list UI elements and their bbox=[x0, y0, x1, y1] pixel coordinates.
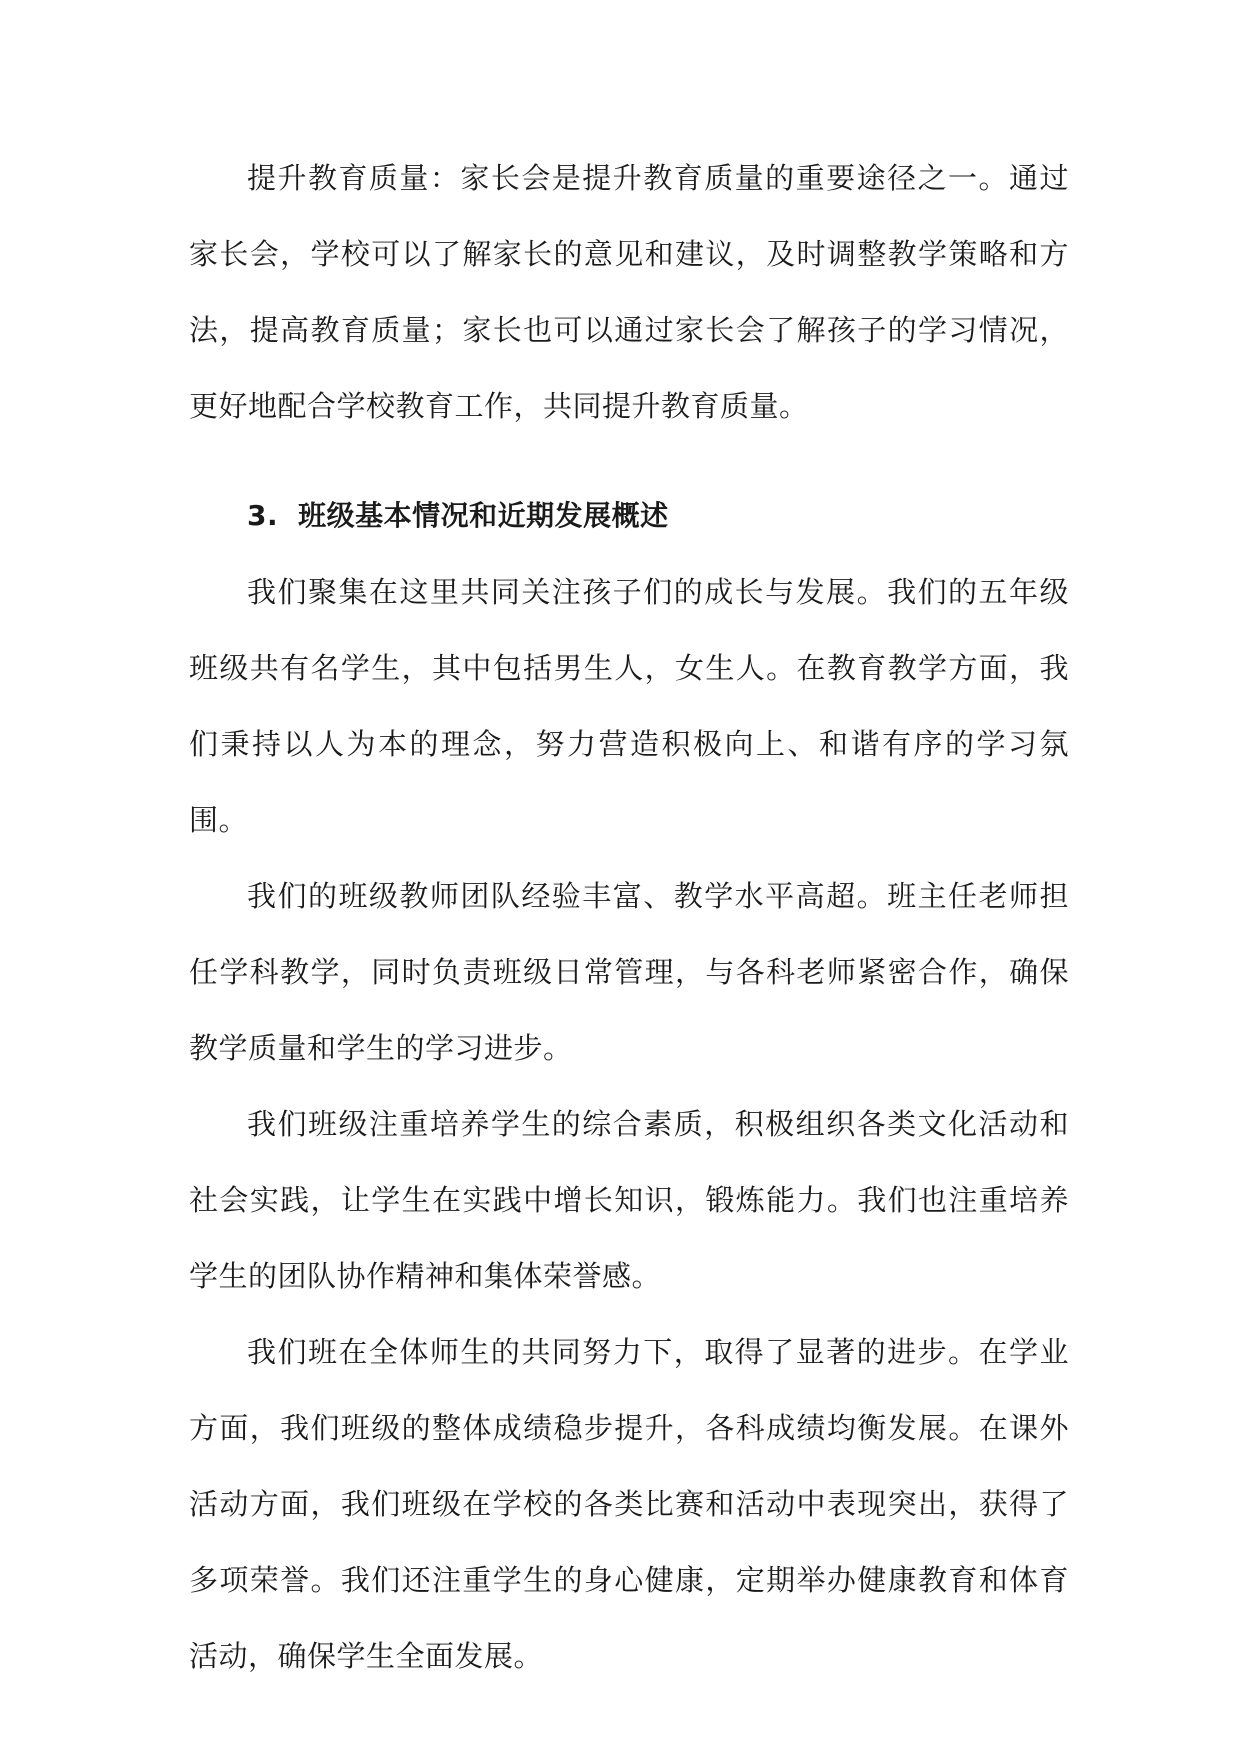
paragraph-achievements: 我们班在全体师生的共同努力下，取得了显著的进步。在学业方面，我们班级的整体成绩稳步提升，各科成绩均衡发展。在课外活动方面，我们班级在学校的各类比赛和活动中表现突出，获得了多项荣誉。我们还注重学生的身心健康，定期举办健康教育和体育活动，确保学生全面发展。 bbox=[189, 1335, 1069, 1673]
paragraph-comprehensive-quality: 我们班级注重培养学生的综合素质，积极组织各类文化活动和社会实践，让学生在实践中增长知识，锻炼能力。我们也注重培养学生的团队协作精神和集体荣誉感。 bbox=[189, 1107, 1069, 1293]
section-heading bbox=[189, 478, 1069, 554]
paragraph-class-overview: 我们聚集在这里共同关注孩子们的成长与发展。我们的五年级班级共有名学生，其中包括男生人，女生人。在教育教学方面，我们秉持以人为本的理念，努力营造积极向上、和谐有序的学习氛围。 bbox=[189, 575, 1069, 837]
paragraph-teacher-team: 我们的班级教师团队经验丰富、教学水平高超。班主任老师担任学科教学，同时负责班级日常管理，与各科老师紧密合作，确保教学质量和学生的学习进步。 bbox=[189, 879, 1069, 1065]
document-body bbox=[189, 140, 1069, 1694]
section-title: 班级基本情况和近期发展概述 bbox=[298, 499, 669, 532]
section-number: 3. bbox=[247, 499, 279, 532]
paragraph-education-quality: 提升教育质量：家长会是提升教育质量的重要途径之一。通过家长会，学校可以了解家长的意见和建议，及时调整教学策略和方法，提高教育质量；家长也可以通过家长会了解孩子的学习情况，更好地配合学校教育工作，共同提升教育质量。 bbox=[189, 161, 1069, 423]
